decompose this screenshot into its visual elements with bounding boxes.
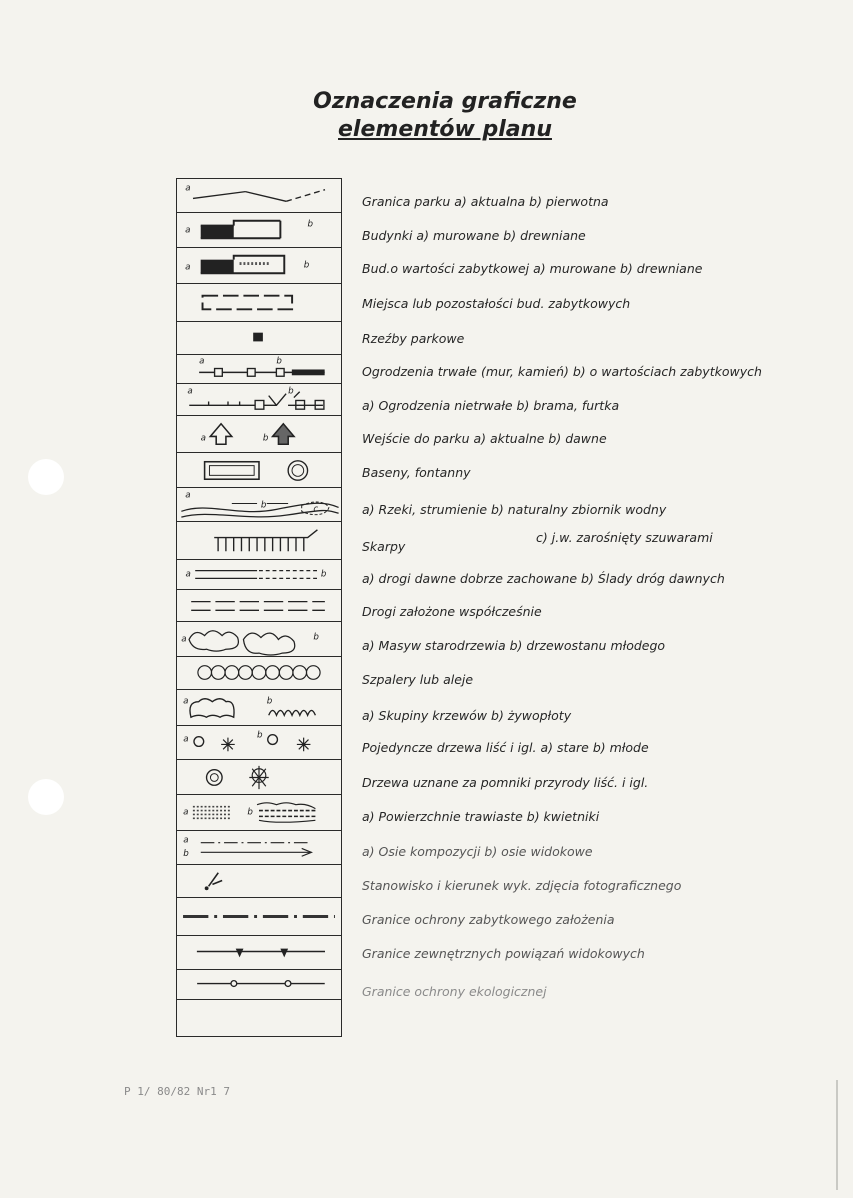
letter-b: b bbox=[183, 849, 189, 860]
temporary-fences-symbol bbox=[177, 384, 341, 416]
legend-label-park-entrance: Wejście do parku a) aktualne b) dawne bbox=[362, 431, 607, 446]
letter-a: a bbox=[187, 386, 193, 397]
slopes-symbol bbox=[177, 522, 341, 560]
letter-b: b bbox=[313, 632, 319, 643]
letter-a: a bbox=[185, 262, 191, 273]
shrubs-symbol bbox=[177, 690, 341, 726]
park-boundary-symbol bbox=[177, 179, 341, 213]
letter-b: b bbox=[260, 500, 267, 511]
legend-label-photo-point: Stanowisko i kierunek wyk. zdjęcia fotograficznego bbox=[362, 878, 682, 893]
park-entrance-symbol bbox=[177, 416, 341, 453]
legend-label-buildings: Budynki a) murowane b) drewniane bbox=[362, 228, 586, 243]
photo-point-symbol bbox=[177, 865, 341, 898]
legend-symbol-column bbox=[176, 178, 342, 1037]
legend-label-park-boundary: Granica parku a) aktualna b) pierwotna bbox=[362, 194, 609, 209]
letter-b: b bbox=[320, 569, 327, 580]
sculptures-symbol bbox=[177, 322, 341, 355]
letter-a: a bbox=[185, 569, 191, 580]
title-line-2: elementów planu bbox=[338, 117, 552, 142]
modern-roads-symbol bbox=[177, 590, 341, 622]
letter-a: a bbox=[185, 490, 191, 501]
punch-hole-bottom bbox=[28, 779, 64, 815]
letter-b: b bbox=[262, 433, 269, 444]
buildings-symbol bbox=[177, 213, 341, 248]
legend-label-permanent-fences: Ogrodzenia trwałe (mur, kamień) b) o wartościach zabytkowych bbox=[362, 364, 762, 379]
building-remains-symbol bbox=[177, 284, 341, 322]
letter-b: b bbox=[307, 219, 314, 230]
empty-legend-row bbox=[177, 1000, 341, 1036]
legend-label-historic-buildings: Bud.o wartości zabytkowej a) murowane b) drewniane bbox=[362, 261, 703, 276]
legend-label-view-zones: Granice zewnętrznych powiązań widokowych bbox=[362, 946, 645, 961]
letter-b: b bbox=[247, 807, 253, 818]
legend-label-axes: a) Osie kompozycji b) osie widokowe bbox=[362, 844, 593, 859]
protection-boundary-symbol bbox=[177, 898, 341, 936]
letter-b: b bbox=[266, 696, 273, 707]
monument-trees-symbol bbox=[177, 760, 341, 795]
legend-label-temporary-fences: a) Ogrodzenia nietrwałe b) brama, furtka bbox=[362, 398, 620, 413]
legend-label-pools: Baseny, fontanny bbox=[362, 465, 471, 480]
legend-label-slopes: Skarpy bbox=[362, 539, 406, 554]
title-line-1: Oznaczenia graficzne bbox=[313, 89, 577, 114]
letter-b: b bbox=[257, 730, 263, 741]
legend-label-shrubs: a) Skupiny krzewów b) żywopłoty bbox=[362, 708, 572, 723]
view-zones-symbol bbox=[177, 936, 341, 970]
roads-symbol bbox=[177, 560, 341, 590]
rivers-symbol bbox=[177, 488, 341, 522]
letter-a: a bbox=[200, 433, 206, 444]
letter-a: a bbox=[185, 183, 191, 194]
page-title bbox=[300, 88, 590, 144]
ecological-protection-symbol bbox=[177, 970, 341, 1000]
lawns-symbol bbox=[177, 795, 341, 831]
letter-a: a bbox=[181, 634, 187, 645]
letter-b: b bbox=[276, 356, 282, 367]
letter-c: c bbox=[313, 504, 319, 515]
alleys-symbol bbox=[177, 657, 341, 690]
legend-label-roads: a) drogi dawne dobrze zachowane b) Ślady dróg dawnych bbox=[362, 571, 725, 586]
letter-b: b bbox=[288, 386, 294, 397]
letter-a: a bbox=[183, 835, 189, 846]
punch-hole-top bbox=[28, 459, 64, 495]
letter-a: a bbox=[199, 356, 205, 367]
letter-a: a bbox=[183, 734, 189, 745]
legend-label-alleys: Szpalery lub aleje bbox=[362, 672, 474, 687]
legend-label-single-trees: Pojedyncze drzewa liść i igl. a) stare b) młode bbox=[362, 740, 649, 755]
legend-label-rivers-reeds: c) j.w. zarośnięty szuwarami bbox=[536, 530, 713, 545]
permanent-fences-symbol bbox=[177, 355, 341, 384]
letter-a: a bbox=[185, 225, 191, 236]
legend-label-monument-trees: Drzewa uznane za pomniki przyrody liść. i igl. bbox=[362, 775, 649, 790]
pools-symbol bbox=[177, 453, 341, 488]
legend-label-sculptures: Rzeźby parkowe bbox=[362, 331, 465, 346]
historic-buildings-symbol bbox=[177, 248, 341, 284]
legend-label-modern-roads: Drogi założone współcześnie bbox=[362, 604, 542, 619]
axes-symbol bbox=[177, 831, 341, 865]
legend-label-protection-boundary: Granice ochrony zabytkowego założenia bbox=[362, 912, 615, 927]
letter-b: b bbox=[303, 260, 310, 271]
archive-stamp: P 1/ 80/82 Nr1 7 bbox=[124, 1085, 230, 1098]
legend-label-rivers: a) Rzeki, strumienie b) naturalny zbiornik wodny bbox=[362, 502, 667, 517]
legend-label-ecological-protection: Granice ochrony ekologicznej bbox=[362, 984, 547, 999]
single-trees-symbol bbox=[177, 726, 341, 760]
legend-label-building-remains: Miejsca lub pozostałości bud. zabytkowych bbox=[362, 296, 631, 311]
paper-edge-mark bbox=[836, 1080, 838, 1190]
legend-label-lawns: a) Powierzchnie trawiaste b) kwietniki bbox=[362, 809, 600, 824]
tree-stands-symbol bbox=[177, 622, 341, 657]
letter-a: a bbox=[183, 807, 189, 818]
legend-label-tree-stands: a) Masyw starodrzewia b) drzewostanu młodego bbox=[362, 638, 666, 653]
letter-a: a bbox=[183, 696, 189, 707]
